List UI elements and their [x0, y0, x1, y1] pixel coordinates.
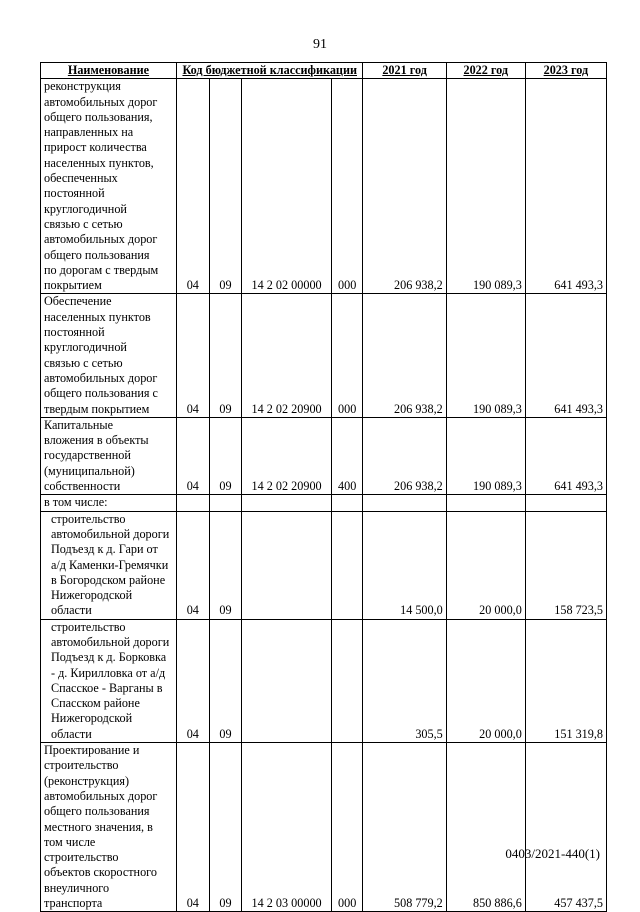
row-name: Обеспечение населенных пунктов постоянной круглогодичной связью с сетью автомобильных дорог общего пользования с твердым покрытием	[41, 294, 177, 417]
row-value-2023: 457 437,5	[525, 743, 606, 912]
row-value-2021: 206 938,2	[363, 417, 446, 494]
row-subsection	[209, 495, 242, 511]
table-row	[41, 79, 607, 294]
row-name: в том числе:	[41, 495, 177, 511]
document-code: 0403/2021-440(1)	[505, 846, 600, 861]
row-expense-type: 400	[331, 417, 363, 494]
table-row	[41, 743, 607, 912]
row-subsection: 09	[209, 294, 242, 417]
row-expense-type: 000	[331, 79, 363, 294]
row-value-2023: 641 493,3	[525, 417, 606, 494]
row-expense-type: 000	[331, 294, 363, 417]
row-value-2022: 850 886,6	[446, 743, 525, 912]
table-row	[41, 619, 607, 742]
row-value-2023	[525, 495, 606, 511]
row-expense-type	[331, 495, 363, 511]
row-section: 04	[176, 79, 209, 294]
table-row	[41, 511, 607, 619]
header-code: Код бюджетной классификации	[176, 63, 363, 79]
row-subsection: 09	[209, 511, 242, 619]
page-number: 91	[313, 37, 327, 52]
row-name: Проектирование и строительство (реконструкция) автомобильных дорог общего пользования местного значения, в том числе строительство объектов скоростного внеуличного транспорта	[41, 743, 177, 912]
row-section	[176, 495, 209, 511]
row-target-article: 14 2 02 20900	[242, 417, 332, 494]
row-value-2022	[446, 495, 525, 511]
header-name: Наименование	[41, 63, 177, 79]
row-section: 04	[176, 417, 209, 494]
row-target-article: 14 2 02 20900	[242, 294, 332, 417]
row-value-2023: 151 319,8	[525, 619, 606, 742]
header-2021: 2021 год	[363, 63, 446, 79]
row-name: строительство автомобильной дороги Подъезд к д. Гари от а/д Каменки-Гремячки в Богородском районе Нижегородской области	[41, 511, 177, 619]
row-target-article	[242, 511, 332, 619]
row-expense-type: 000	[331, 743, 363, 912]
row-value-2022: 20 000,0	[446, 619, 525, 742]
row-value-2022: 20 000,0	[446, 511, 525, 619]
row-name: реконструкция автомобильных дорог общего пользования, направленных на прирост количества населенных пунктов, обеспеченных постоянной круглогодичной связью с сетью автомобильных дорог общего пользования по дорогам с твердым покрытием	[41, 79, 177, 294]
row-section: 04	[176, 619, 209, 742]
row-value-2022: 190 089,3	[446, 79, 525, 294]
row-section: 04	[176, 294, 209, 417]
header-2023: 2023 год	[525, 63, 606, 79]
header-2022: 2022 год	[446, 63, 525, 79]
row-target-article: 14 2 02 00000	[242, 79, 332, 294]
row-value-2022: 190 089,3	[446, 294, 525, 417]
row-value-2021: 206 938,2	[363, 79, 446, 294]
row-value-2021: 206 938,2	[363, 294, 446, 417]
row-target-article	[242, 495, 332, 511]
row-value-2023: 641 493,3	[525, 79, 606, 294]
table-row	[41, 417, 607, 494]
table-header-row	[41, 63, 607, 79]
row-name: Капитальные вложения в объекты государственной (муниципальной) собственности	[41, 417, 177, 494]
row-subsection: 09	[209, 417, 242, 494]
row-section: 04	[176, 743, 209, 912]
row-value-2021: 305,5	[363, 619, 446, 742]
table-row	[41, 495, 607, 511]
row-value-2023: 158 723,5	[525, 511, 606, 619]
row-section: 04	[176, 511, 209, 619]
row-subsection: 09	[209, 619, 242, 742]
row-value-2021	[363, 495, 446, 511]
table-row	[41, 294, 607, 417]
row-name: строительство автомобильной дороги Подъезд к д. Борковка - д. Кирилловка от а/д Спасское - Варганы в Спасском районе Нижегородской области	[41, 619, 177, 742]
row-target-article: 14 2 03 00000	[242, 743, 332, 912]
row-subsection: 09	[209, 79, 242, 294]
row-value-2023: 641 493,3	[525, 294, 606, 417]
row-value-2021: 508 779,2	[363, 743, 446, 912]
row-value-2021: 14 500,0	[363, 511, 446, 619]
row-subsection: 09	[209, 743, 242, 912]
row-expense-type	[331, 619, 363, 742]
row-target-article	[242, 619, 332, 742]
row-expense-type	[331, 511, 363, 619]
row-value-2022: 190 089,3	[446, 417, 525, 494]
budget-table	[40, 62, 607, 912]
